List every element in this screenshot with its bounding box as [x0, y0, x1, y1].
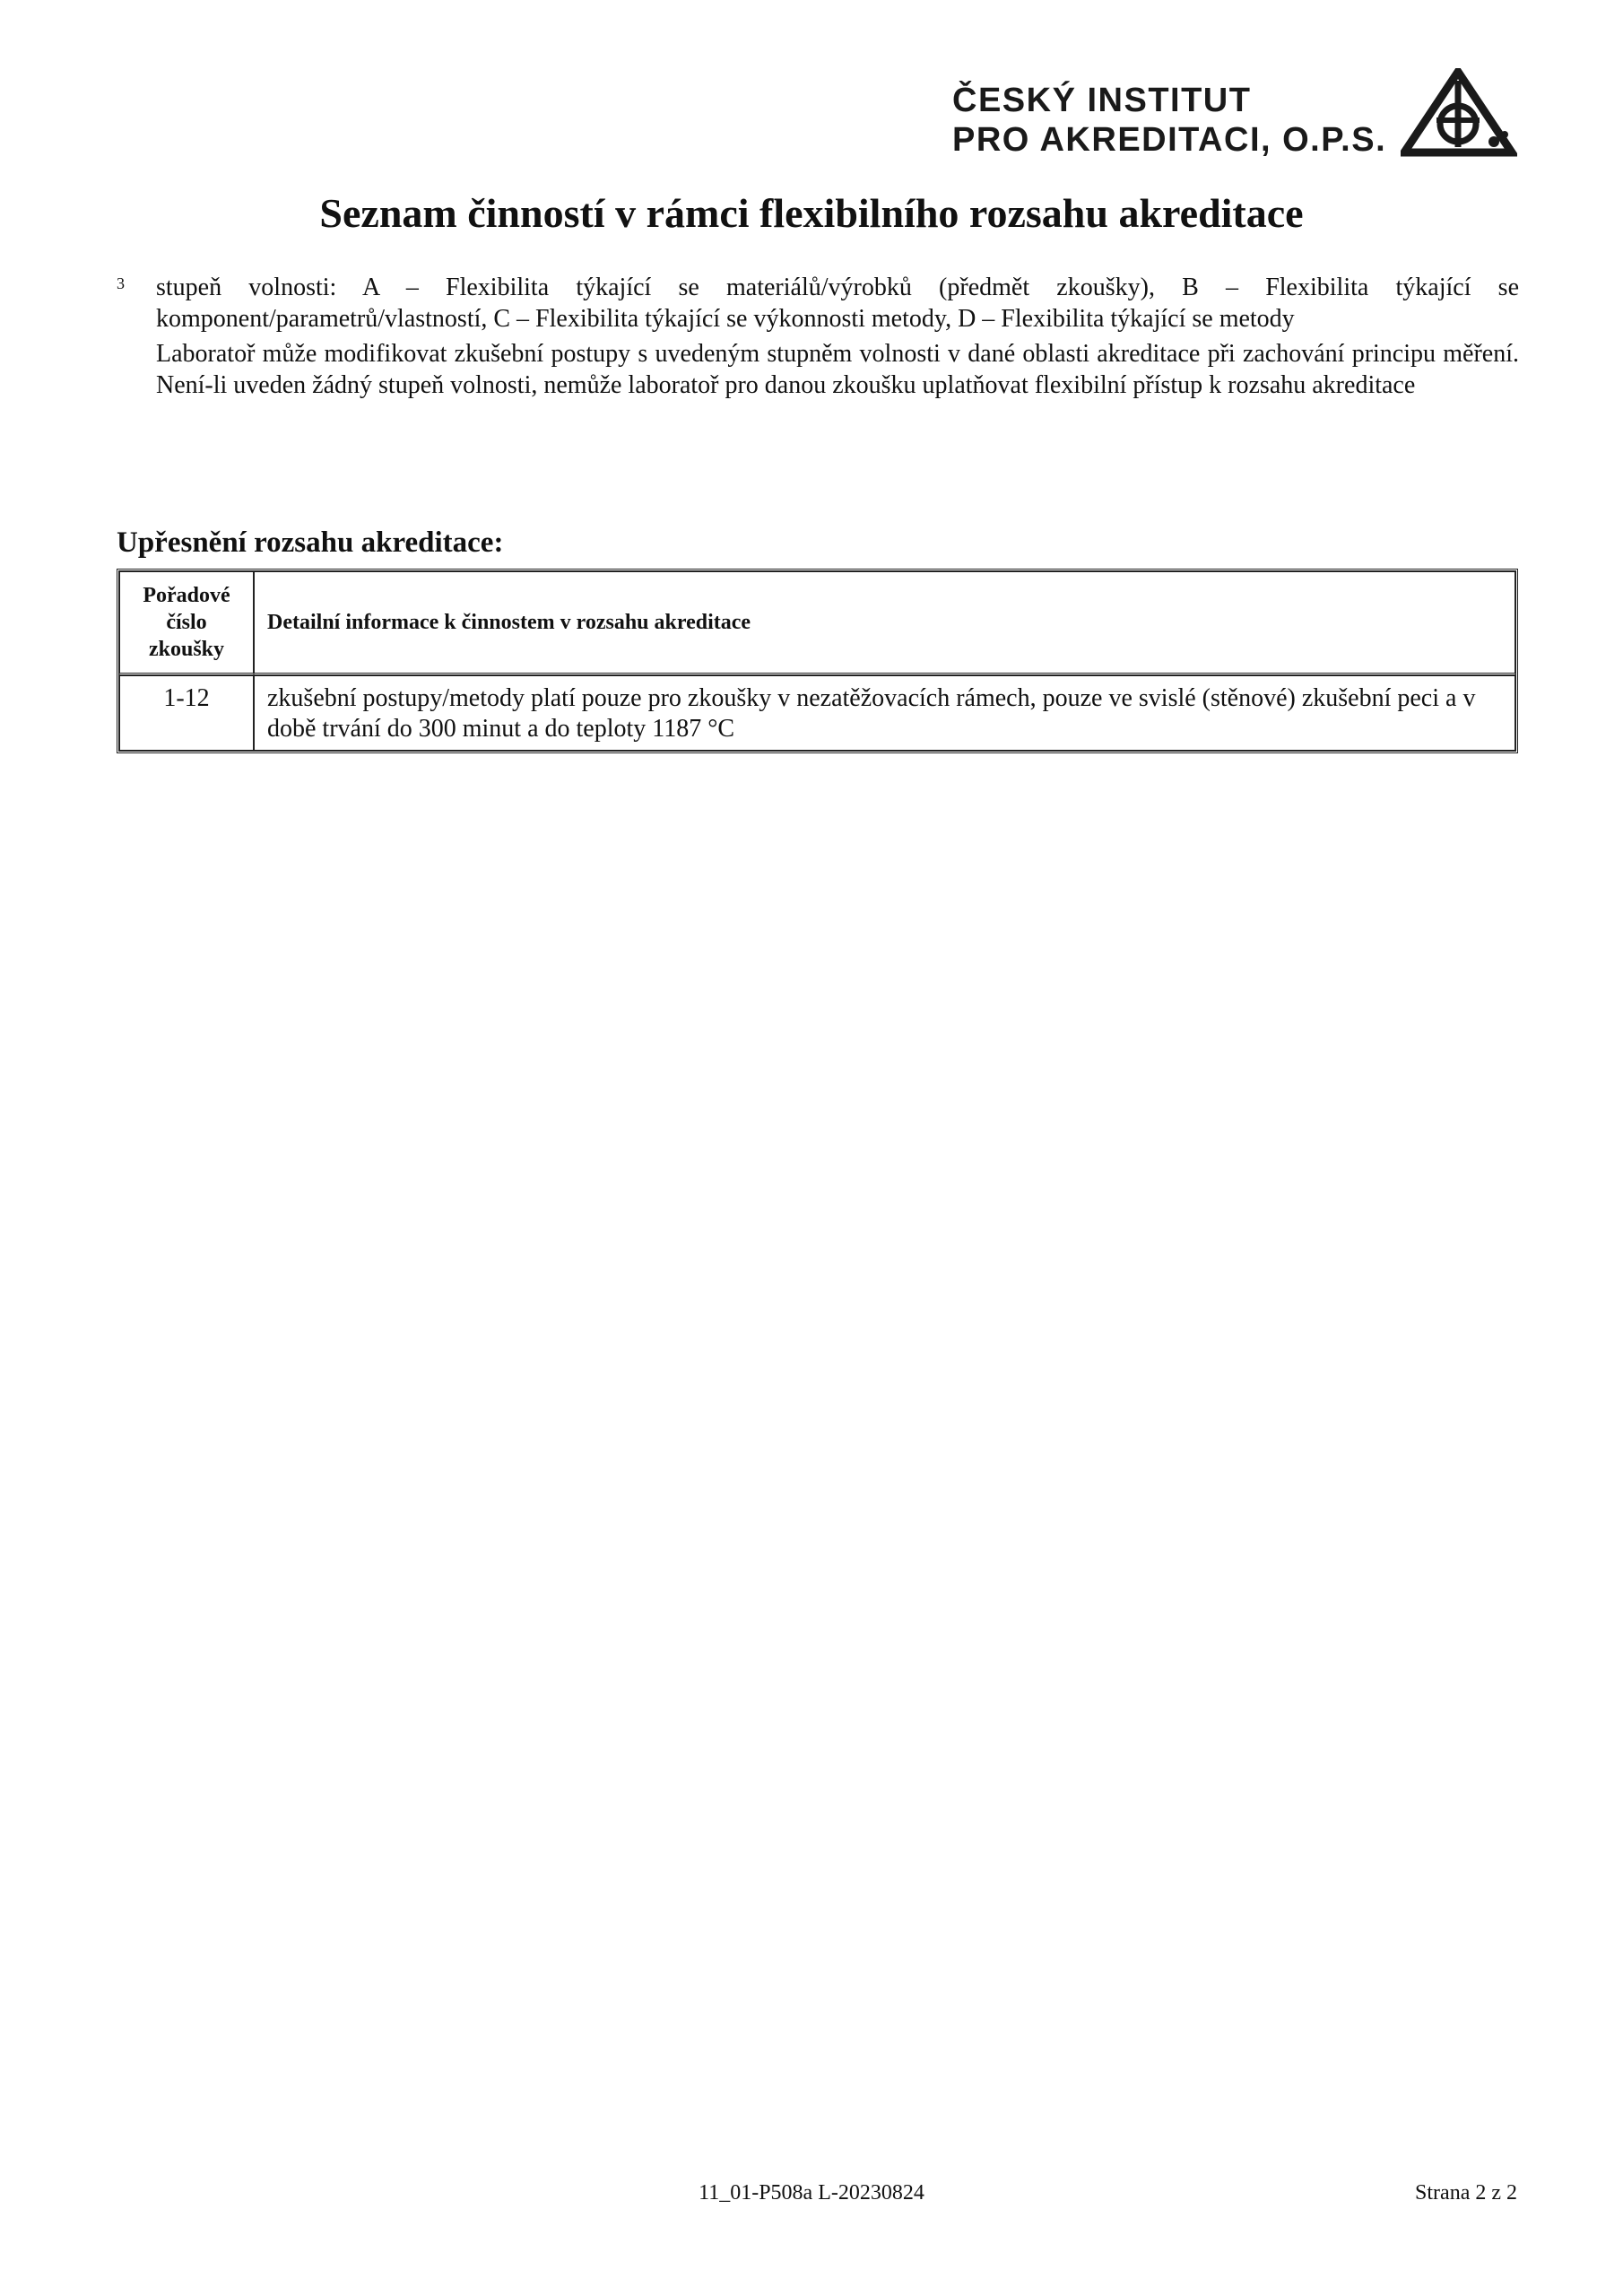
- footnote-mark: 3: [117, 274, 125, 292]
- footnote-paragraph-2: Laboratoř může modifikovat zkušební postupy s uvedeným stupněm volnosti v dané oblasti akreditace při zachování principu měření. Není-li uveden žádný stupeň volnosti, nemůže laboratoř pro danou zkoušku uplatňovat flexibilní přístup k rozsahu akreditace: [156, 340, 1519, 399]
- table-row: [119, 675, 1515, 751]
- footer-document-code: 11_01-P508a L-20230824: [699, 2181, 924, 2205]
- organization-name-line1: ČESKÝ INSTITUT: [952, 82, 1252, 119]
- footer-page-number: Strana 2 z 2: [1415, 2181, 1517, 2205]
- organization-name-line2: PRO AKREDITACI, O.P.S.: [952, 121, 1387, 159]
- footnote-paragraph-1: stupeň volnosti: A – Flexibilita týkající se materiálů/výrobků (předmět zkoušky), B – Flexibilita týkající se komponent/parametrů/vlastností, C – Flexibilita týkající se výkonnosti metody, D – Flexibilita týkající se metody: [156, 274, 1519, 333]
- header-test-number-line2: číslo: [166, 611, 207, 634]
- row-detail: zkušební postupy/metody platí pouze pro zkoušky v nezatěžovacích rámech, pouze ve svislé (stěnové) zkušební peci a v době trvání do 300 minut a do teploty 1187 °C: [254, 675, 1515, 751]
- header-test-number-line3: zkoušky: [148, 638, 225, 661]
- header-test-number: [119, 571, 254, 675]
- footnote-text: [156, 272, 1519, 404]
- document-title: Seznam činností v rámci flexibilního rozsahu akreditace: [319, 190, 1304, 236]
- header-detail-info: Detailní informace k činnostem v rozsahu akreditace: [254, 571, 1515, 675]
- row-test-number: 1-12: [119, 675, 254, 751]
- organization-name: [952, 81, 1386, 160]
- section-heading: Upřesnění rozsahu akreditace:: [117, 526, 504, 559]
- header-test-number-line1: Pořadové: [143, 584, 230, 607]
- table-header-row: [119, 571, 1515, 675]
- scope-table: [117, 569, 1518, 753]
- cia-triangle-logo-icon: [1401, 68, 1517, 158]
